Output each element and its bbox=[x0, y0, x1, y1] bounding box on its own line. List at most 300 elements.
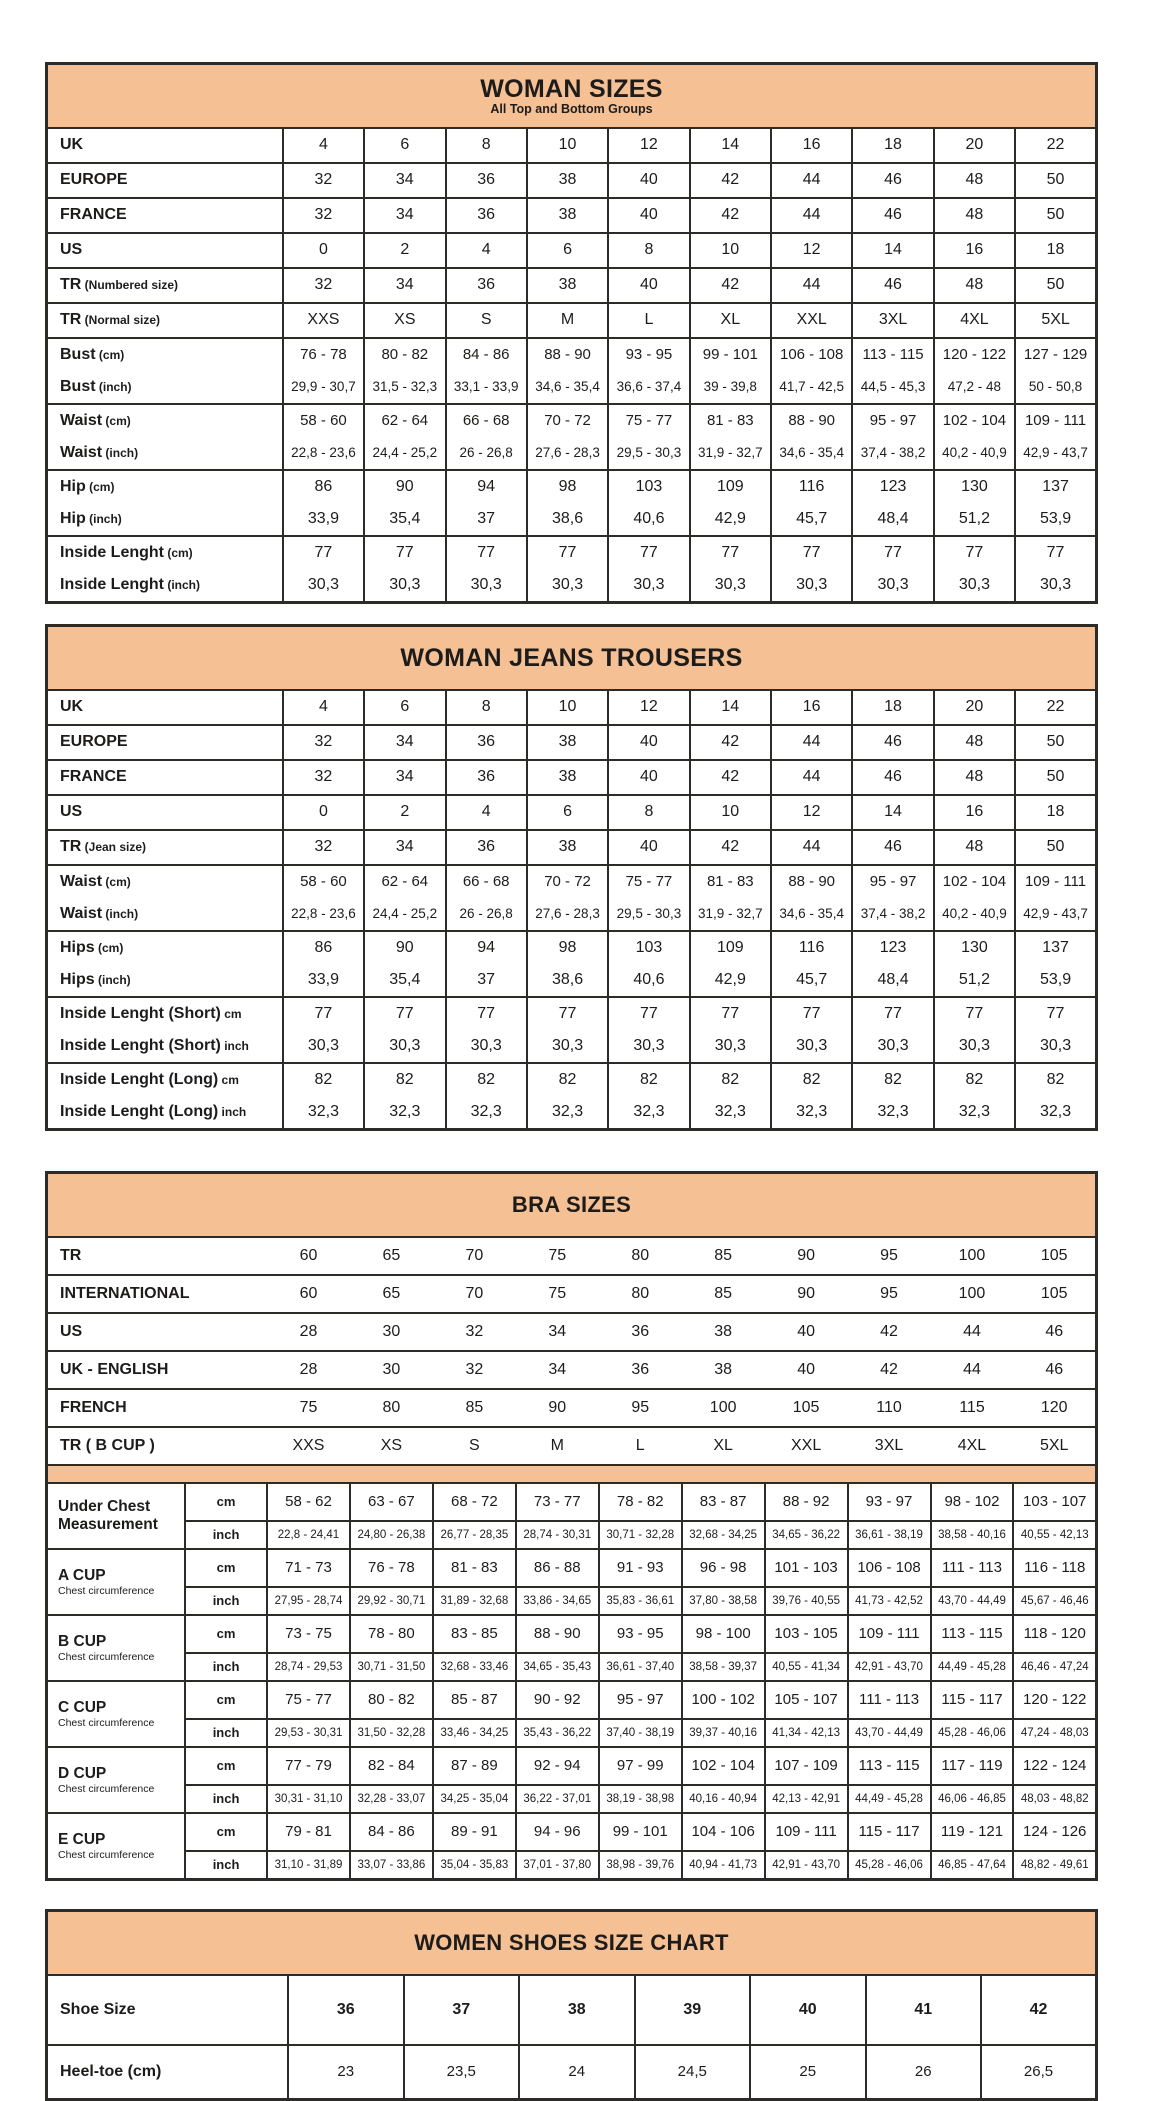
size-cell: 84 - 86 bbox=[446, 338, 527, 371]
size-cell: 38,98 - 39,76 bbox=[599, 1851, 682, 1880]
size-cell: 95 bbox=[848, 1275, 931, 1313]
size-cell: 32,3 bbox=[852, 1096, 933, 1130]
row-label bbox=[47, 1275, 268, 1313]
size-cell: 80 bbox=[350, 1389, 433, 1427]
size-cell: 98 bbox=[527, 470, 608, 503]
row-label-text: C CUP bbox=[58, 1698, 107, 1716]
row-label-text: FRANCE bbox=[60, 206, 127, 224]
table-row bbox=[47, 470, 1097, 503]
size-cell: XXS bbox=[283, 303, 364, 338]
table-row bbox=[47, 760, 1097, 795]
size-cell: 30 bbox=[350, 1351, 433, 1389]
size-cell: 77 bbox=[283, 536, 364, 569]
size-cell: 65 bbox=[350, 1237, 433, 1275]
size-cell: 24,80 - 26,38 bbox=[350, 1521, 433, 1549]
size-cell: 4XL bbox=[934, 303, 1015, 338]
size-cell: 29,5 - 30,3 bbox=[608, 898, 689, 931]
size-cell: 44 bbox=[771, 198, 852, 233]
size-cell: 42 bbox=[690, 830, 771, 865]
size-cell: 37,01 - 37,80 bbox=[516, 1851, 599, 1880]
size-cell: 116 bbox=[771, 931, 852, 964]
size-cell: 66 - 68 bbox=[446, 865, 527, 898]
size-cell: 76 - 78 bbox=[350, 1549, 433, 1587]
size-cell: 127 - 129 bbox=[1015, 338, 1096, 371]
size-cell: 48,03 - 48,82 bbox=[1013, 1785, 1096, 1813]
size-cell: 115 bbox=[931, 1389, 1014, 1427]
size-cell: 28,74 - 29,53 bbox=[267, 1653, 350, 1681]
size-cell: 90 bbox=[364, 470, 445, 503]
row-label-text: Waist bbox=[60, 411, 103, 429]
size-cell: 40,16 - 40,94 bbox=[682, 1785, 765, 1813]
size-cell: 46 bbox=[852, 163, 933, 198]
size-cell: 43,70 - 44,49 bbox=[848, 1719, 931, 1747]
size-cell: 44 bbox=[771, 268, 852, 303]
size-cell: 26,77 - 28,35 bbox=[433, 1521, 516, 1549]
size-cell: 34 bbox=[364, 830, 445, 865]
size-cell: 37,4 - 38,2 bbox=[852, 898, 933, 931]
size-cell: 28,74 - 30,31 bbox=[516, 1521, 599, 1549]
size-cell: 30,3 bbox=[934, 1030, 1015, 1063]
table-row bbox=[47, 725, 1097, 760]
row-label-note: (Numbered size) bbox=[81, 278, 179, 293]
table-row bbox=[47, 569, 1097, 603]
size-cell: 53,9 bbox=[1015, 503, 1096, 536]
size-cell: 88 - 92 bbox=[765, 1483, 848, 1521]
size-cell: 94 - 96 bbox=[516, 1813, 599, 1851]
row-label-text: EUROPE bbox=[60, 733, 128, 751]
size-cell: 115 - 117 bbox=[931, 1681, 1014, 1719]
row-label-text: TR bbox=[60, 276, 82, 294]
size-cell: 22,8 - 23,6 bbox=[283, 898, 364, 931]
row-label bbox=[47, 268, 283, 303]
size-cell: 103 bbox=[608, 931, 689, 964]
size-cell: 77 bbox=[771, 997, 852, 1030]
size-cell: 23 bbox=[288, 2045, 404, 2100]
size-cell: 77 bbox=[364, 997, 445, 1030]
size-cell: 85 bbox=[682, 1237, 765, 1275]
row-label-text: US bbox=[60, 1322, 83, 1340]
row-label-text: US bbox=[60, 241, 83, 259]
size-cell: 48 bbox=[934, 163, 1015, 198]
size-cell: 58 - 60 bbox=[283, 865, 364, 898]
size-cell: 41 bbox=[866, 1975, 982, 2045]
table-row bbox=[47, 1549, 1097, 1587]
size-cell: 32 bbox=[283, 830, 364, 865]
size-cell: 90 bbox=[765, 1275, 848, 1313]
row-label bbox=[47, 303, 283, 338]
size-cell: 38 bbox=[682, 1351, 765, 1389]
size-cell: 38,58 - 40,16 bbox=[931, 1521, 1014, 1549]
size-cell: 34,6 - 35,4 bbox=[771, 898, 852, 931]
size-cell: 68 - 72 bbox=[433, 1483, 516, 1521]
size-cell: L bbox=[599, 1427, 682, 1465]
size-cell: 44 bbox=[771, 830, 852, 865]
size-cell: 30,3 bbox=[771, 569, 852, 603]
size-cell: 90 bbox=[364, 931, 445, 964]
size-cell: 105 bbox=[1013, 1275, 1096, 1313]
row-label-text: Under Chest Measurement bbox=[58, 1498, 158, 1533]
size-cell: 109 bbox=[690, 470, 771, 503]
size-cell: 4 bbox=[446, 795, 527, 830]
size-cell: 77 bbox=[934, 997, 1015, 1030]
size-cell: 40 bbox=[750, 1975, 866, 2045]
size-cell: 32,3 bbox=[527, 1096, 608, 1130]
size-cell: 88 - 90 bbox=[527, 338, 608, 371]
size-cell: 31,50 - 32,28 bbox=[350, 1719, 433, 1747]
size-cell: 18 bbox=[1015, 795, 1096, 830]
size-cell: 31,10 - 31,89 bbox=[267, 1851, 350, 1880]
row-label-text: Inside Lenght (Long) bbox=[60, 1070, 219, 1088]
unit-label: cm bbox=[185, 1747, 267, 1785]
size-cell: 34,25 - 35,04 bbox=[433, 1785, 516, 1813]
row-label-text: Hips bbox=[60, 938, 95, 956]
size-cell: 90 bbox=[765, 1237, 848, 1275]
row-label bbox=[47, 1549, 186, 1615]
size-cell: 36 bbox=[446, 725, 527, 760]
row-label bbox=[47, 1096, 283, 1130]
row-label-text: TR bbox=[60, 311, 82, 329]
row-label bbox=[47, 865, 283, 898]
size-cell: XXL bbox=[765, 1427, 848, 1465]
size-cell: 78 - 82 bbox=[599, 1483, 682, 1521]
size-cell: 77 bbox=[1015, 997, 1096, 1030]
row-label bbox=[47, 1813, 186, 1880]
size-cell: 36 bbox=[446, 163, 527, 198]
size-cell: 75 bbox=[267, 1389, 350, 1427]
table-row bbox=[47, 503, 1097, 536]
size-cell: 10 bbox=[527, 690, 608, 725]
table-row bbox=[47, 997, 1097, 1030]
size-cell: 3XL bbox=[852, 303, 933, 338]
size-cell: 106 - 108 bbox=[771, 338, 852, 371]
size-cell: 38 bbox=[527, 725, 608, 760]
size-cell: 8 bbox=[608, 233, 689, 268]
size-cell: 30,71 - 32,28 bbox=[599, 1521, 682, 1549]
size-cell: 29,53 - 30,31 bbox=[267, 1719, 350, 1747]
table-row bbox=[47, 163, 1097, 198]
size-cell: 44 bbox=[771, 163, 852, 198]
row-label bbox=[47, 404, 283, 437]
size-cell: 32 bbox=[283, 163, 364, 198]
size-cell: 6 bbox=[527, 795, 608, 830]
size-cell: 70 - 72 bbox=[527, 404, 608, 437]
size-cell: 33,86 - 34,65 bbox=[516, 1587, 599, 1615]
table-row bbox=[47, 1313, 1097, 1351]
size-cell: 65 bbox=[350, 1275, 433, 1313]
row-label-note: (inch) bbox=[85, 511, 122, 526]
size-cell: 12 bbox=[771, 795, 852, 830]
row-label-note: inch bbox=[218, 1104, 247, 1119]
table-header bbox=[47, 64, 1097, 129]
size-cell: 94 bbox=[446, 470, 527, 503]
size-cell: 36,61 - 37,40 bbox=[599, 1653, 682, 1681]
size-cell: 44 bbox=[771, 760, 852, 795]
size-cell: 30,3 bbox=[527, 569, 608, 603]
size-cell: 88 - 90 bbox=[516, 1615, 599, 1653]
row-label-text: Waist bbox=[60, 872, 103, 890]
size-cell: 46 bbox=[852, 268, 933, 303]
size-cell: 42 bbox=[690, 268, 771, 303]
size-cell: 45,7 bbox=[771, 964, 852, 997]
table-row bbox=[47, 1975, 1097, 2045]
size-cell: 58 - 62 bbox=[267, 1483, 350, 1521]
size-cell: 34,6 - 35,4 bbox=[527, 371, 608, 404]
row-label-text: A CUP bbox=[58, 1566, 106, 1584]
size-cell: 77 bbox=[690, 536, 771, 569]
table-row bbox=[47, 437, 1097, 470]
row-label-note: (Normal size) bbox=[81, 313, 161, 328]
row-label-text: E CUP bbox=[58, 1830, 106, 1848]
unit-label: inch bbox=[185, 1851, 267, 1880]
size-cell: 95 bbox=[848, 1237, 931, 1275]
size-cell: 38 bbox=[527, 163, 608, 198]
size-cell: 77 bbox=[852, 536, 933, 569]
row-label bbox=[47, 2045, 289, 2100]
row-label bbox=[47, 931, 283, 964]
table-row bbox=[47, 1719, 1097, 1747]
table-title: WOMAN SIZES bbox=[480, 74, 663, 103]
size-cell: 100 bbox=[931, 1275, 1014, 1313]
size-cell: 10 bbox=[690, 795, 771, 830]
women-shoes-table bbox=[45, 1909, 1119, 2101]
row-label bbox=[47, 338, 283, 371]
size-cell: 93 - 97 bbox=[848, 1483, 931, 1521]
table-row bbox=[47, 1681, 1097, 1719]
size-cell: 77 - 79 bbox=[267, 1747, 350, 1785]
size-cell: 33,9 bbox=[283, 503, 364, 536]
size-cell: 6 bbox=[364, 128, 445, 163]
size-cell: 40,55 - 42,13 bbox=[1013, 1521, 1096, 1549]
row-label-note: (inch) bbox=[95, 379, 132, 394]
size-cell: 85 bbox=[433, 1389, 516, 1427]
row-label bbox=[47, 1427, 268, 1465]
unit-label: inch bbox=[185, 1785, 267, 1813]
size-cell: 36 bbox=[446, 268, 527, 303]
size-cell: 32,28 - 33,07 bbox=[350, 1785, 433, 1813]
size-cell: 116 bbox=[771, 470, 852, 503]
size-cell: 98 - 100 bbox=[682, 1615, 765, 1653]
size-cell: 20 bbox=[934, 690, 1015, 725]
size-cell: 24 bbox=[519, 2045, 635, 2100]
size-cell: 38 bbox=[527, 830, 608, 865]
size-cell: 109 - 111 bbox=[1015, 865, 1096, 898]
bra-sizes-table bbox=[45, 1171, 1119, 1881]
size-cell: 34 bbox=[364, 725, 445, 760]
size-cell: 45,28 - 46,06 bbox=[931, 1719, 1014, 1747]
size-cell: 60 bbox=[267, 1237, 350, 1275]
row-label bbox=[47, 690, 283, 725]
woman-sizes-grid bbox=[45, 62, 1098, 604]
size-cell: 77 bbox=[608, 536, 689, 569]
size-cell: 40 bbox=[608, 725, 689, 760]
table-row bbox=[47, 830, 1097, 865]
size-cell: 30,3 bbox=[690, 569, 771, 603]
size-cell: 30,3 bbox=[852, 1030, 933, 1063]
size-cell: 41,7 - 42,5 bbox=[771, 371, 852, 404]
size-cell: 48 bbox=[934, 760, 1015, 795]
size-cell: 77 bbox=[1015, 536, 1096, 569]
table-row bbox=[47, 1063, 1097, 1096]
size-cell: 30,3 bbox=[852, 569, 933, 603]
size-cell: 77 bbox=[446, 536, 527, 569]
size-cell: 77 bbox=[771, 536, 852, 569]
size-cell: 75 - 77 bbox=[608, 865, 689, 898]
size-cell: 5XL bbox=[1013, 1427, 1096, 1465]
size-cell: 10 bbox=[690, 233, 771, 268]
size-cell: 100 - 102 bbox=[682, 1681, 765, 1719]
table-row bbox=[47, 1237, 1097, 1275]
row-label-text: Inside Lenght (Long) bbox=[60, 1102, 219, 1120]
size-cell: 123 bbox=[852, 470, 933, 503]
size-cell: 22 bbox=[1015, 128, 1096, 163]
size-cell: 38 bbox=[519, 1975, 635, 2045]
size-cell: 8 bbox=[446, 690, 527, 725]
size-cell: 34 bbox=[364, 163, 445, 198]
size-cell: 40 bbox=[608, 760, 689, 795]
row-label-sub: Chest circumference bbox=[58, 1782, 155, 1795]
table-row bbox=[47, 233, 1097, 268]
size-cell: 77 bbox=[934, 536, 1015, 569]
size-cell: 14 bbox=[690, 690, 771, 725]
size-cell: 81 - 83 bbox=[433, 1549, 516, 1587]
size-cell: 77 bbox=[283, 997, 364, 1030]
size-cell: 51,2 bbox=[934, 503, 1015, 536]
size-cell: 80 - 82 bbox=[350, 1681, 433, 1719]
size-cell: 2 bbox=[364, 795, 445, 830]
size-cell: 50 - 50,8 bbox=[1015, 371, 1096, 404]
size-cell: 95 bbox=[599, 1389, 682, 1427]
size-cell: 89 - 91 bbox=[433, 1813, 516, 1851]
size-cell: 113 - 115 bbox=[931, 1615, 1014, 1653]
size-cell: 107 - 109 bbox=[765, 1747, 848, 1785]
row-label bbox=[47, 830, 283, 865]
size-cell: 48 bbox=[934, 198, 1015, 233]
size-cell: 12 bbox=[771, 233, 852, 268]
row-label-note: (inch) bbox=[164, 577, 200, 592]
size-cell: 48,4 bbox=[852, 503, 933, 536]
row-label-note: (inch) bbox=[102, 445, 139, 460]
size-cell: 12 bbox=[608, 128, 689, 163]
woman-sizes-table bbox=[45, 62, 1119, 604]
size-cell: 103 bbox=[608, 470, 689, 503]
size-cell: 30,3 bbox=[934, 569, 1015, 603]
row-label bbox=[47, 1615, 186, 1681]
size-cell: 50 bbox=[1015, 268, 1096, 303]
table-row bbox=[47, 404, 1097, 437]
size-cell: 110 bbox=[848, 1389, 931, 1427]
row-label-note: (Jean size) bbox=[81, 840, 147, 855]
size-cell: 76 - 78 bbox=[283, 338, 364, 371]
size-cell: 30,3 bbox=[608, 569, 689, 603]
table-row bbox=[47, 1521, 1097, 1549]
size-cell: 58 - 60 bbox=[283, 404, 364, 437]
row-label-text: Hip bbox=[60, 509, 86, 527]
size-cell: 32 bbox=[433, 1313, 516, 1351]
size-cell: 100 bbox=[931, 1237, 1014, 1275]
size-cell: 91 - 93 bbox=[599, 1549, 682, 1587]
size-cell: 35,43 - 36,22 bbox=[516, 1719, 599, 1747]
size-cell: 82 bbox=[771, 1063, 852, 1096]
row-label bbox=[47, 233, 283, 268]
size-cell: 37,40 - 38,19 bbox=[599, 1719, 682, 1747]
size-cell: 39,37 - 40,16 bbox=[682, 1719, 765, 1747]
size-cell: 31,89 - 32,68 bbox=[433, 1587, 516, 1615]
size-cell: 42,91 - 43,70 bbox=[848, 1653, 931, 1681]
size-cell: 35,4 bbox=[364, 964, 445, 997]
size-cell: 20 bbox=[934, 128, 1015, 163]
size-cell: 103 - 105 bbox=[765, 1615, 848, 1653]
row-label-text: Inside Lenght bbox=[60, 543, 164, 561]
size-cell: 81 - 83 bbox=[690, 404, 771, 437]
table-header bbox=[47, 1173, 1097, 1238]
row-label bbox=[47, 997, 283, 1030]
size-cell: 37,80 - 38,58 bbox=[682, 1587, 765, 1615]
table-row bbox=[47, 1389, 1097, 1427]
size-cell: 44,5 - 45,3 bbox=[852, 371, 933, 404]
size-cell: 124 - 126 bbox=[1013, 1813, 1096, 1851]
row-label bbox=[47, 1747, 186, 1813]
size-cell: 122 - 124 bbox=[1013, 1747, 1096, 1785]
size-cell: 38,6 bbox=[527, 964, 608, 997]
size-cell: 75 - 77 bbox=[267, 1681, 350, 1719]
row-label bbox=[47, 198, 283, 233]
size-cell: 39 - 39,8 bbox=[690, 371, 771, 404]
size-cell: 42,91 - 43,70 bbox=[765, 1851, 848, 1880]
table-row bbox=[47, 1785, 1097, 1813]
size-cell: 22,8 - 23,6 bbox=[283, 437, 364, 470]
row-label-text: FRANCE bbox=[60, 768, 127, 786]
size-cell: 32,3 bbox=[771, 1096, 852, 1130]
women-shoes-grid bbox=[45, 1909, 1098, 2101]
size-cell: 47,2 - 48 bbox=[934, 371, 1015, 404]
size-cell: 78 - 80 bbox=[350, 1615, 433, 1653]
size-cell: 48,82 - 49,61 bbox=[1013, 1851, 1096, 1880]
table-row bbox=[47, 536, 1097, 569]
size-cell: 14 bbox=[852, 795, 933, 830]
row-label-text: TR ( B CUP ) bbox=[60, 1436, 155, 1454]
size-cell: L bbox=[608, 303, 689, 338]
table-row bbox=[47, 931, 1097, 964]
size-cell: 4 bbox=[446, 233, 527, 268]
size-cell: 41,34 - 42,13 bbox=[765, 1719, 848, 1747]
size-cell: 123 bbox=[852, 931, 933, 964]
size-cell: 104 - 106 bbox=[682, 1813, 765, 1851]
row-label bbox=[47, 569, 283, 603]
size-cell: 16 bbox=[771, 128, 852, 163]
row-label bbox=[47, 371, 283, 404]
size-cell: 30,3 bbox=[690, 1030, 771, 1063]
size-cell: 5XL bbox=[1015, 303, 1096, 338]
size-cell: 28 bbox=[267, 1351, 350, 1389]
size-cell: 40,94 - 41,73 bbox=[682, 1851, 765, 1880]
size-cell: 31,5 - 32,3 bbox=[364, 371, 445, 404]
row-label bbox=[47, 1237, 268, 1275]
size-cell: 106 - 108 bbox=[848, 1549, 931, 1587]
size-cell: 32 bbox=[283, 725, 364, 760]
size-cell: 36,22 - 37,01 bbox=[516, 1785, 599, 1813]
size-cell: 50 bbox=[1015, 725, 1096, 760]
table-row bbox=[47, 1851, 1097, 1880]
size-cell: 36,6 - 37,4 bbox=[608, 371, 689, 404]
size-cell: 82 bbox=[608, 1063, 689, 1096]
table-row bbox=[47, 690, 1097, 725]
size-cell: 33,9 bbox=[283, 964, 364, 997]
row-label-note: (inch) bbox=[94, 972, 131, 987]
size-cell: 109 - 111 bbox=[1015, 404, 1096, 437]
row-label-text: US bbox=[60, 803, 83, 821]
table-row bbox=[47, 1275, 1097, 1313]
size-cell: 84 - 86 bbox=[350, 1813, 433, 1851]
